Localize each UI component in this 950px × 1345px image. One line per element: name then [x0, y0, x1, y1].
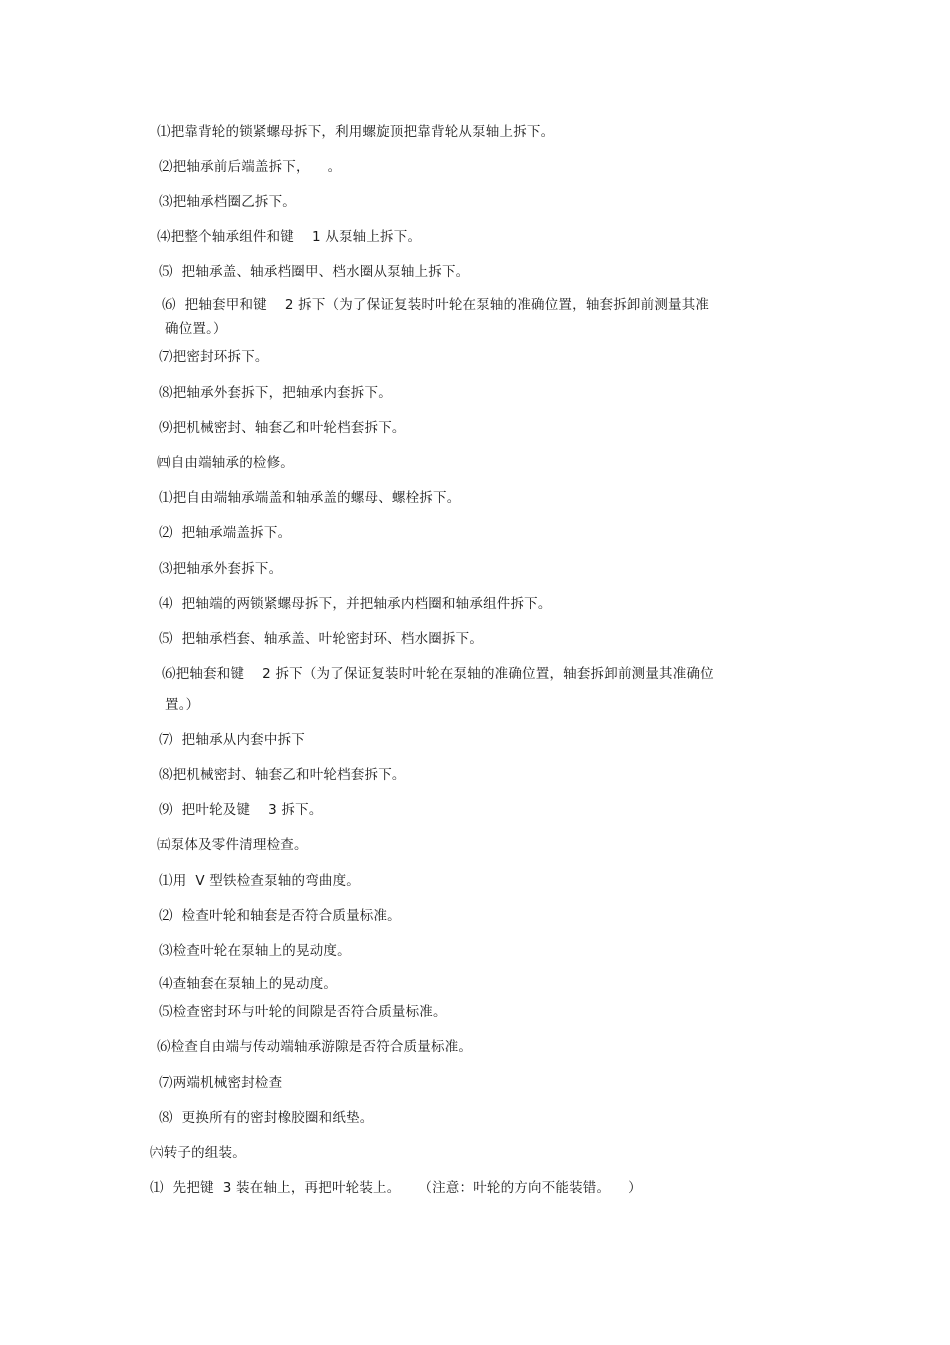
text-line: ⑻把机械密封、轴套乙和叶轮档套拆下。 — [159, 767, 406, 783]
text-line: ⑷把整个轴承组件和键 1 从泵轴上拆下。 — [157, 229, 422, 245]
text-line: 确位置。） — [165, 321, 227, 337]
text-line: ⑵ 把轴承端盖拆下。 — [159, 525, 292, 541]
text-line: ⑷ 把轴端的两锁紧螺母拆下，并把轴承内档圈和轴承组件拆下。 — [159, 596, 552, 612]
text-line: ⑼ 把叶轮及键 3 拆下。 — [159, 802, 323, 818]
section-heading: ㈥转子的组装。 — [150, 1145, 246, 1161]
section-heading: ㈣自由端轴承的检修。 — [157, 455, 294, 471]
text-line: ⑺把密封环拆下。 — [159, 349, 269, 365]
text-line: ⑸检查密封环与叶轮的间隙是否符合质量标准。 — [159, 1004, 447, 1020]
text-line: ⑺两端机械密封检查 — [159, 1075, 283, 1091]
text-line: ⑵ 检查叶轮和轴套是否符合质量标准。 — [159, 908, 401, 924]
text-line: ⑻把轴承外套拆下，把轴承内套拆下。 — [159, 385, 392, 401]
text-line: ⑺ 把轴承从内套中拆下 — [159, 732, 305, 748]
text-line: ⑴用 V 型铁检查泵轴的弯曲度。 — [159, 873, 361, 889]
text-line: ⑹ 把轴套甲和键 2 拆下（为了保证复装时叶轮在泵轴的准确位置，轴套拆卸前测量其准 — [162, 297, 710, 313]
text-line: ⑸ 把轴承档套、轴承盖、叶轮密封环、档水圈拆下。 — [159, 631, 484, 647]
text-line: ⑶检查叶轮在泵轴上的晃动度。 — [159, 943, 351, 959]
section-heading: ㈤泵体及零件清理检查。 — [157, 837, 308, 853]
text-line: ⑴把自由端轴承端盖和轴承盖的螺母、螺栓拆下。 — [159, 490, 461, 506]
text-line: ⑹把轴套和键 2 拆下（为了保证复装时叶轮在泵轴的准确位置，轴套拆卸前测量其准确位 — [162, 666, 714, 682]
text-line: 置。） — [165, 697, 200, 713]
text-line: ⑷查轴套在泵轴上的晃动度。 — [159, 976, 338, 992]
text-line: ⑶把轴承档圈乙拆下。 — [159, 194, 296, 210]
text-line: ⑹检查自由端与传动端轴承游隙是否符合质量标准。 — [157, 1039, 473, 1055]
text-line: ⑶把轴承外套拆下。 — [159, 561, 283, 577]
text-line: ⑴把靠背轮的锁紧螺母拆下，利用螺旋顶把靠背轮从泵轴上拆下。 — [157, 124, 555, 140]
text-line: ⑴ 先把键 3 装在轴上，再把叶轮装上。 （注意：叶轮的方向不能装错。 ） — [150, 1180, 642, 1196]
text-line: ⑵把轴承前后端盖拆下， 。 — [159, 159, 342, 175]
text-line: ⑻ 更换所有的密封橡胶圈和纸垫。 — [159, 1110, 374, 1126]
text-line: ⑸ 把轴承盖、轴承档圈甲、档水圈从泵轴上拆下。 — [159, 264, 470, 280]
text-line: ⑼把机械密封、轴套乙和叶轮档套拆下。 — [159, 420, 406, 436]
